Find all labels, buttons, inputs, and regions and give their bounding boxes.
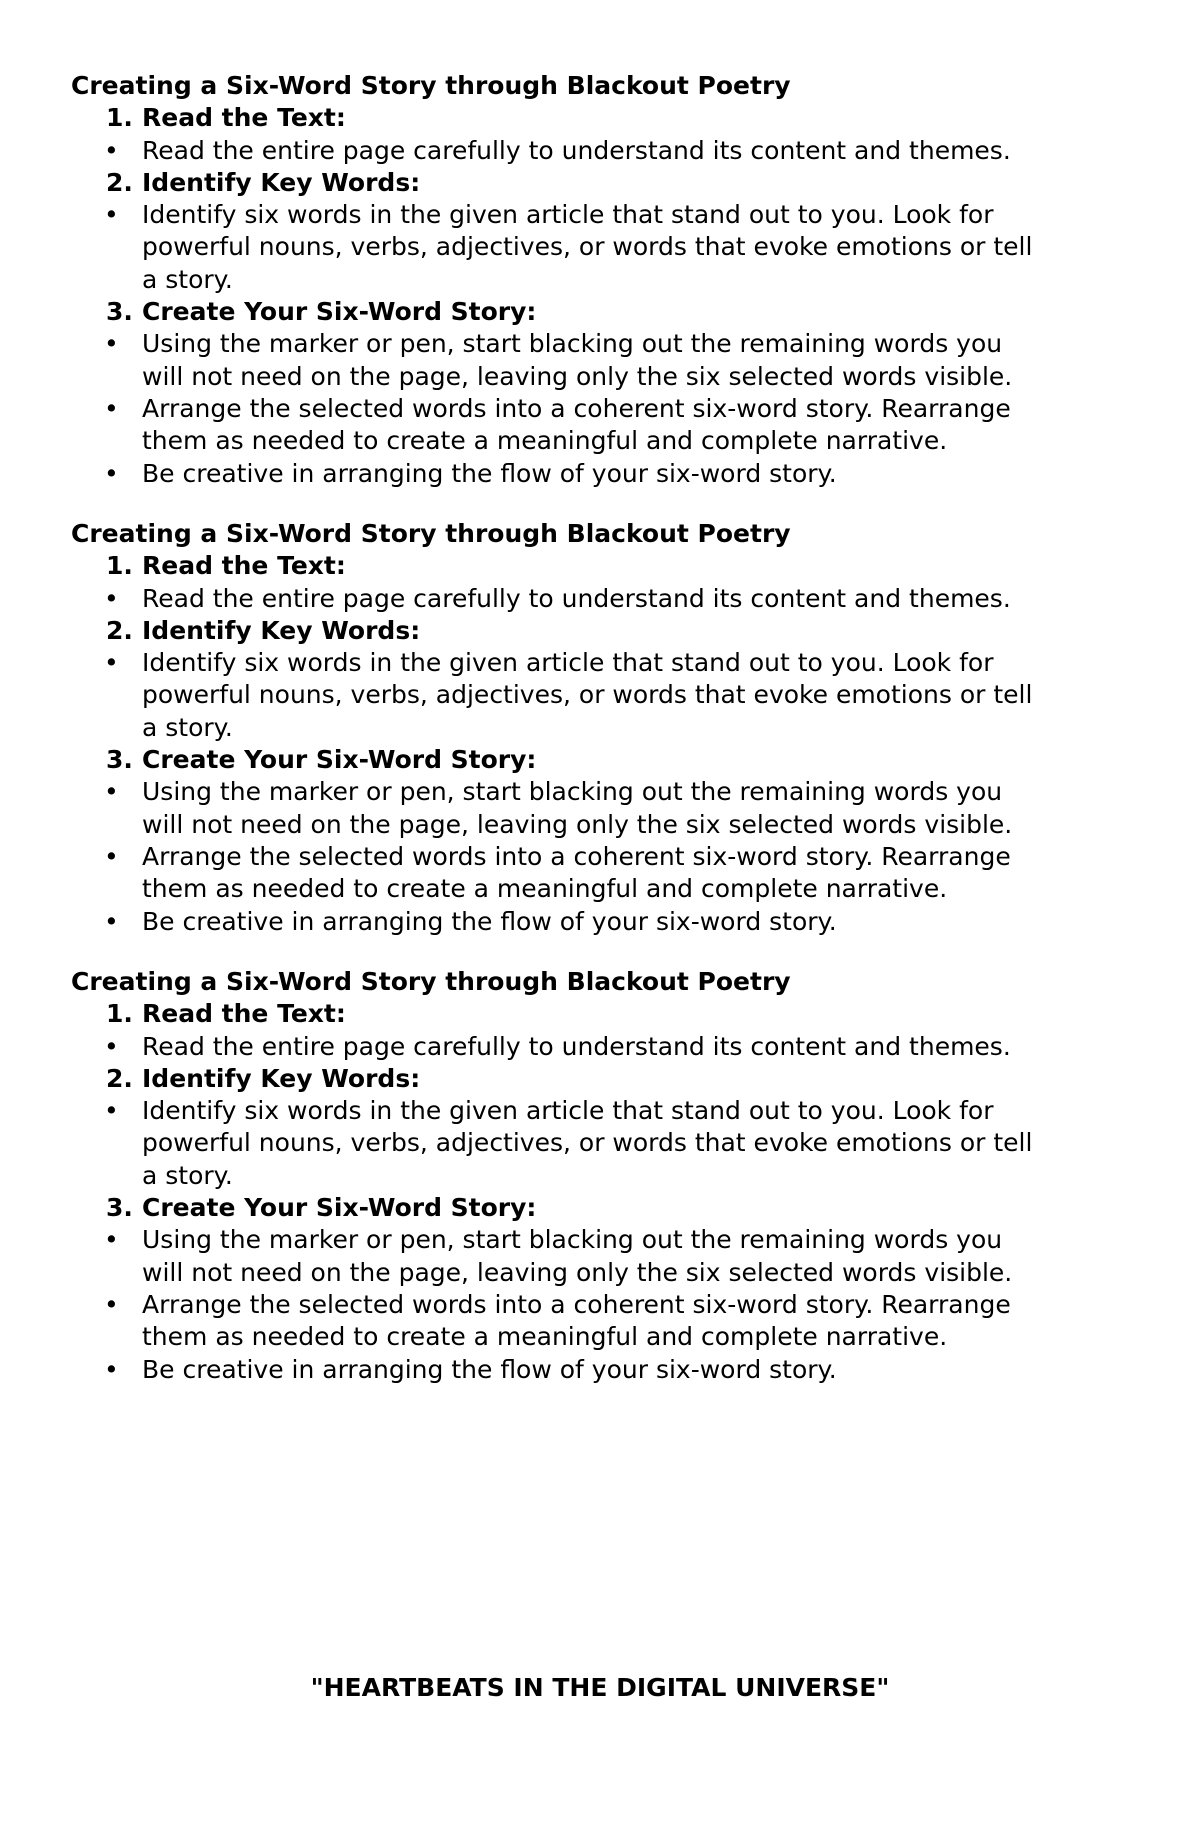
bullet-icon: • bbox=[104, 135, 119, 165]
bullet-icon: • bbox=[104, 1354, 119, 1384]
bullet-icon: • bbox=[104, 648, 119, 678]
bullet-icon: • bbox=[104, 200, 119, 230]
bullet-item bbox=[104, 583, 1131, 615]
bullet-text-line: Arrange the selected words into a coherent six-word story. Rearrange bbox=[142, 393, 1011, 423]
bullet-item bbox=[104, 458, 1131, 490]
bullet-text-line: Identify six words in the given article that stand out to you. Look for bbox=[142, 648, 994, 678]
step-label: Read the Text: bbox=[142, 999, 346, 1029]
bullet-icon: • bbox=[104, 458, 119, 488]
bullet-text: Be creative in arranging the flow of your six-word story. bbox=[142, 906, 837, 936]
step-label: Read the Text: bbox=[142, 551, 346, 581]
bullet-icon: • bbox=[104, 583, 119, 613]
step-label: Create Your Six-Word Story: bbox=[142, 1193, 537, 1223]
bullet-text-line: Arrange the selected words into a coherent six-word story. Rearrange bbox=[142, 841, 1011, 871]
bullet-item bbox=[104, 328, 1131, 393]
bullet-item bbox=[104, 1354, 1131, 1386]
step-3-heading bbox=[71, 296, 1131, 328]
bullet-text-line: powerful nouns, verbs, adjectives, or words that evoke emotions or tell bbox=[142, 680, 1033, 710]
instructions-section-3 bbox=[71, 966, 1131, 1386]
bullet-icon: • bbox=[104, 1225, 119, 1255]
step-label: Create Your Six-Word Story: bbox=[142, 745, 537, 775]
bullet-text-line: a story. bbox=[142, 264, 233, 294]
section-title: Creating a Six-Word Story through Blackout Poetry bbox=[71, 71, 791, 100]
step-number: 2. bbox=[106, 615, 133, 645]
instructions-section-2 bbox=[71, 518, 1131, 938]
bullet-text: Read the entire page carefully to understand its content and themes. bbox=[142, 583, 1011, 613]
bullet-text-line: will not need on the page, leaving only the six selected words visible. bbox=[142, 809, 1013, 839]
step-label: Identify Key Words: bbox=[142, 615, 421, 645]
instructions-section-1 bbox=[71, 70, 1131, 490]
bullet-icon: • bbox=[104, 393, 119, 423]
bullet-text: Read the entire page carefully to understand its content and themes. bbox=[142, 135, 1011, 165]
bullet-text-line: powerful nouns, verbs, adjectives, or words that evoke emotions or tell bbox=[142, 1128, 1033, 1158]
step-number: 3. bbox=[106, 297, 133, 327]
bullet-icon: • bbox=[104, 1289, 119, 1319]
bullet-item bbox=[104, 841, 1131, 906]
step-number: 1. bbox=[106, 103, 133, 133]
bullet-text-line: a story. bbox=[142, 1160, 233, 1190]
bullet-text: Read the entire page carefully to understand its content and themes. bbox=[142, 1031, 1011, 1061]
bullet-item bbox=[104, 647, 1131, 744]
bullet-text-line: Identify six words in the given article that stand out to you. Look for bbox=[142, 200, 994, 230]
bullet-text-line: a story. bbox=[142, 712, 233, 742]
bullet-icon: • bbox=[104, 777, 119, 807]
step-number: 2. bbox=[106, 167, 133, 197]
bullet-item bbox=[104, 1289, 1131, 1354]
section-title: Creating a Six-Word Story through Blackout Poetry bbox=[71, 519, 791, 548]
bullet-icon: • bbox=[104, 841, 119, 871]
bullet-text-line: them as needed to create a meaningful and complete narrative. bbox=[142, 1322, 948, 1352]
step-label: Read the Text: bbox=[142, 103, 346, 133]
bullet-text-line: will not need on the page, leaving only the six selected words visible. bbox=[142, 1257, 1013, 1287]
bullet-text-line: Using the marker or pen, start blacking out the remaining words you bbox=[142, 777, 1003, 807]
step-number: 1. bbox=[106, 551, 133, 581]
section-title: Creating a Six-Word Story through Blackout Poetry bbox=[71, 967, 791, 996]
step-label: Identify Key Words: bbox=[142, 167, 421, 197]
bullet-icon: • bbox=[104, 906, 119, 936]
step-number: 3. bbox=[106, 1193, 133, 1223]
step-number: 3. bbox=[106, 745, 133, 775]
bullet-item bbox=[104, 1031, 1131, 1063]
step-1-heading bbox=[71, 998, 1131, 1030]
bullet-text-line: powerful nouns, verbs, adjectives, or words that evoke emotions or tell bbox=[142, 232, 1033, 262]
bullet-item bbox=[104, 1095, 1131, 1192]
step-label: Create Your Six-Word Story: bbox=[142, 297, 537, 327]
step-number: 2. bbox=[106, 1063, 133, 1093]
bullet-text-line: them as needed to create a meaningful and complete narrative. bbox=[142, 874, 948, 904]
bullet-text-line: Using the marker or pen, start blacking out the remaining words you bbox=[142, 329, 1003, 359]
bullet-text-line: Using the marker or pen, start blacking out the remaining words you bbox=[142, 1225, 1003, 1255]
bullet-text-line: Arrange the selected words into a coherent six-word story. Rearrange bbox=[142, 1289, 1011, 1319]
bullet-item bbox=[104, 135, 1131, 167]
step-label: Identify Key Words: bbox=[142, 1063, 421, 1093]
bullet-text-line: them as needed to create a meaningful and complete narrative. bbox=[142, 426, 948, 456]
bullet-text-line: will not need on the page, leaving only the six selected words visible. bbox=[142, 361, 1013, 391]
step-2-heading bbox=[71, 615, 1131, 647]
bullet-icon: • bbox=[104, 329, 119, 359]
bullet-item bbox=[104, 199, 1131, 296]
bullet-item bbox=[104, 393, 1131, 458]
step-2-heading bbox=[71, 167, 1131, 199]
step-3-heading bbox=[71, 1192, 1131, 1224]
bullet-icon: • bbox=[104, 1096, 119, 1126]
step-3-heading bbox=[71, 744, 1131, 776]
bullet-item bbox=[104, 906, 1131, 938]
bullet-text: Be creative in arranging the flow of your six-word story. bbox=[142, 1354, 837, 1384]
bullet-item bbox=[104, 1224, 1131, 1289]
bullet-text-line: Identify six words in the given article that stand out to you. Look for bbox=[142, 1096, 994, 1126]
article-title: "HEARTBEATS IN THE DIGITAL UNIVERSE" bbox=[310, 1673, 890, 1702]
step-1-heading bbox=[71, 550, 1131, 582]
step-2-heading bbox=[71, 1063, 1131, 1095]
bullet-text: Be creative in arranging the flow of your six-word story. bbox=[142, 458, 837, 488]
step-1-heading bbox=[71, 102, 1131, 134]
step-number: 1. bbox=[106, 999, 133, 1029]
bullet-item bbox=[104, 776, 1131, 841]
bullet-icon: • bbox=[104, 1031, 119, 1061]
